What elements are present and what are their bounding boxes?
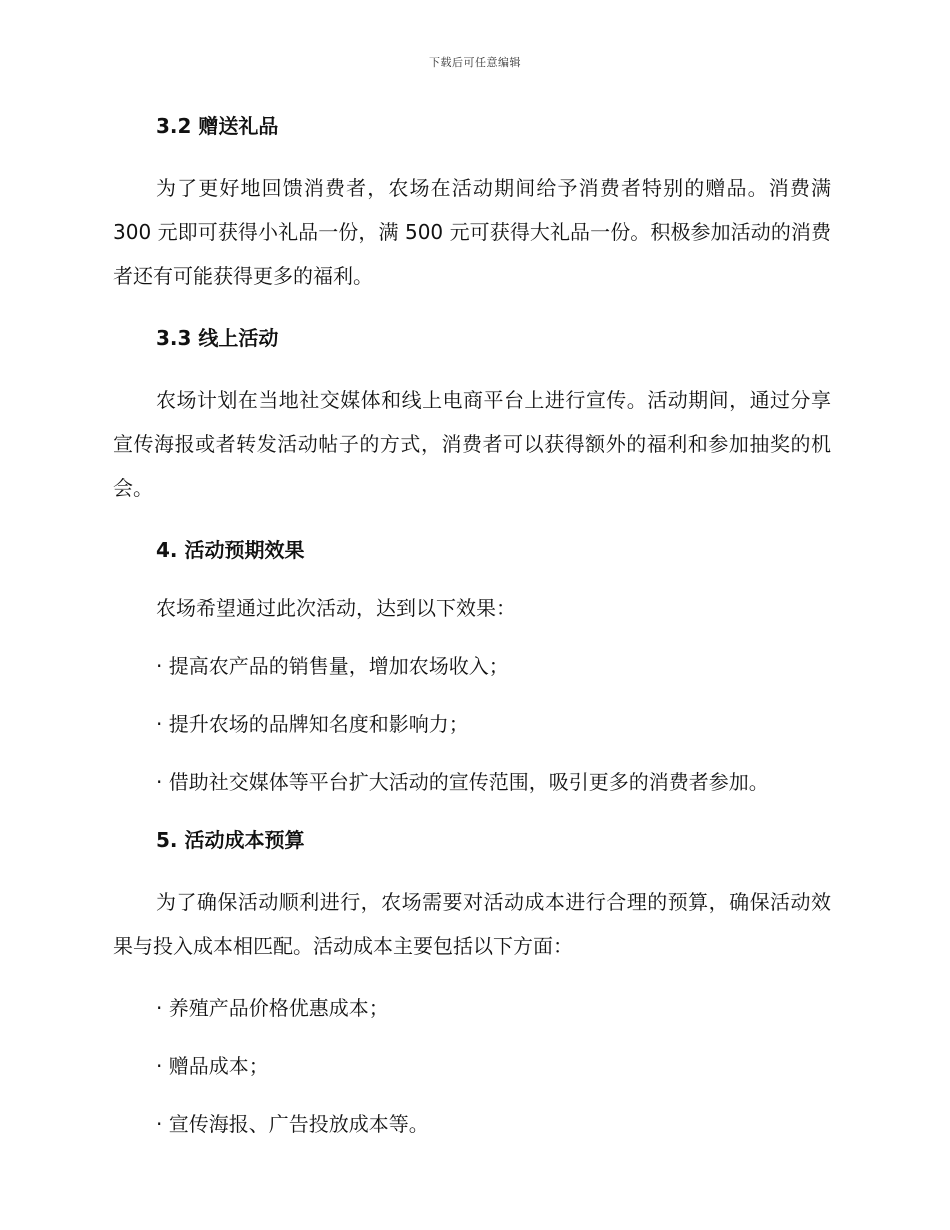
section-3-2-paragraph: 为了更好地回馈消费者，农场在活动期间给予消费者特别的赠品。消费满 300 元即可获得小礼品一份，满 500 元可获得大礼品一份。积极参加活动的消费者还有可能获得更多的福利。 bbox=[113, 176, 831, 288]
section-3-3-heading: 3.3 线上活动 bbox=[156, 326, 279, 350]
section-4-heading: 4. 活动预期效果 bbox=[156, 538, 305, 562]
list-item: · 借助社交媒体等平台扩大活动的宣传范围，吸引更多的消费者参加。 bbox=[156, 770, 769, 794]
section-5-paragraph: 为了确保活动顺利进行，农场需要对活动成本进行合理的预算，确保活动效果与投入成本相匹配。活动成本主要包括以下方面： bbox=[113, 890, 831, 958]
section-5-heading: 5. 活动成本预算 bbox=[156, 828, 305, 852]
list-item: · 赠品成本； bbox=[156, 1054, 269, 1078]
section-4-intro: 农场希望通过此次活动，达到以下效果： bbox=[156, 596, 516, 620]
page-header-note: 下载后可任意编辑 bbox=[429, 56, 521, 69]
list-item: · 养殖产品价格优惠成本； bbox=[156, 996, 389, 1020]
document-body bbox=[113, 112, 831, 1138]
section-3-3-paragraph: 农场计划在当地社交媒体和线上电商平台上进行宣传。活动期间，通过分享宣传海报或者转发活动帖子的方式，消费者可以获得额外的福利和参加抽奖的机会。 bbox=[113, 388, 831, 500]
list-item: · 提高农产品的销售量，增加农场收入； bbox=[156, 654, 509, 678]
section-3-2-heading: 3.2 赠送礼品 bbox=[156, 114, 279, 138]
list-item: · 宣传海报、广告投放成本等。 bbox=[156, 1112, 429, 1136]
list-item: · 提升农场的品牌知名度和影响力； bbox=[156, 712, 469, 736]
